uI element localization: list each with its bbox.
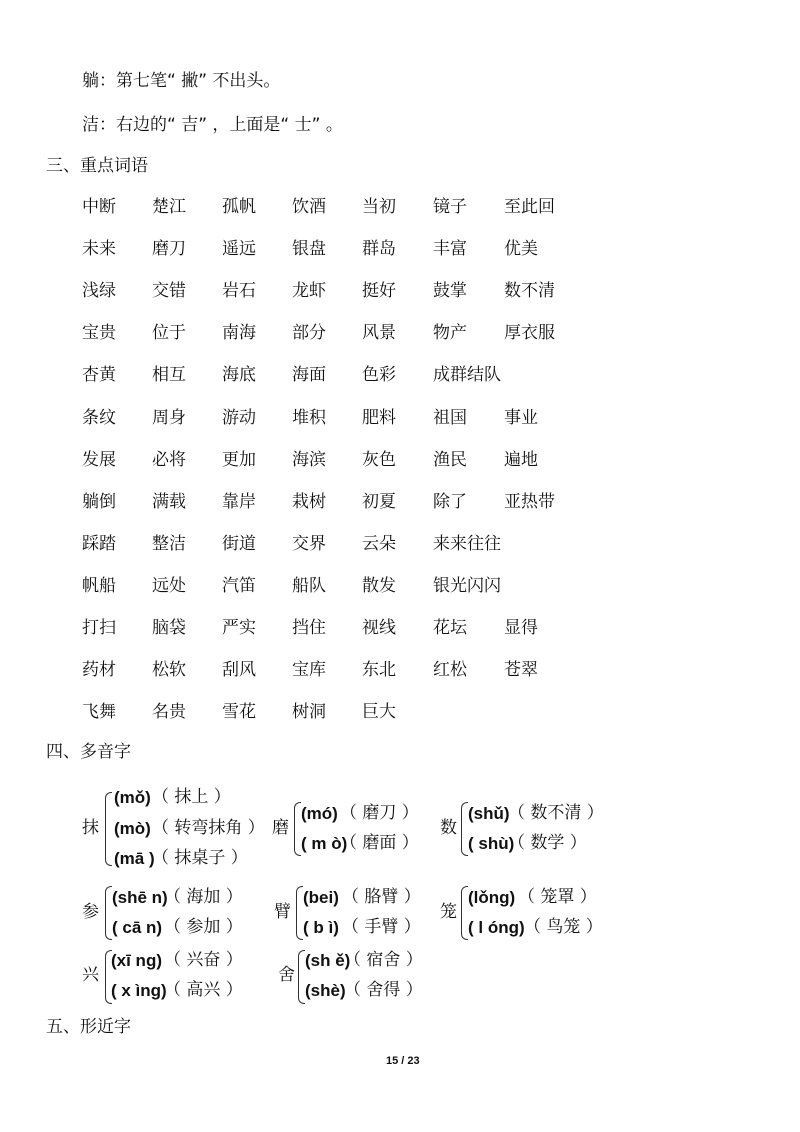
word-item: 雪花 <box>222 702 256 722</box>
word-item: 必将 <box>152 450 186 470</box>
word-item: 鼓掌 <box>433 281 467 301</box>
word-item: 杏黄 <box>82 365 116 385</box>
word-item: 药材 <box>82 660 116 680</box>
word-item: 巨大 <box>362 702 396 722</box>
word-item: 色彩 <box>362 365 396 385</box>
word-item: 靠岸 <box>222 492 256 512</box>
word-item: 成群结队 <box>433 365 501 385</box>
word-item: 群岛 <box>362 239 396 259</box>
word-item: 灰色 <box>362 450 396 470</box>
word-item: 苍翠 <box>504 660 538 680</box>
word-item: 挺好 <box>362 281 396 301</box>
word-item: 街道 <box>222 534 256 554</box>
word-item: 遍地 <box>504 450 538 470</box>
word-item: 风景 <box>362 323 396 343</box>
word-item: 刮风 <box>222 660 256 680</box>
word-item: 云朵 <box>362 534 396 554</box>
polyphone-char: 笼 <box>440 902 457 922</box>
polyphone-char: 参 <box>82 902 99 922</box>
word-item: 远处 <box>152 576 186 596</box>
word-item: 树洞 <box>292 702 326 722</box>
word-item: 船队 <box>292 576 326 596</box>
word-item: 海滨 <box>292 450 326 470</box>
word-item: 整洁 <box>152 534 186 554</box>
word-item: 帆船 <box>82 576 116 596</box>
pinyin: (sh ě) <box>305 951 351 970</box>
pinyin: (shē n) <box>112 888 168 907</box>
word-item: 显得 <box>504 618 538 638</box>
word-item: 事业 <box>504 408 538 428</box>
pinyin: (mǒ) <box>114 788 151 807</box>
word-item: 肥料 <box>362 408 396 428</box>
pinyin: (lǒng) <box>468 888 516 907</box>
word-item: 来来往往 <box>433 534 501 554</box>
pinyin: (xī ng) <box>111 951 162 970</box>
word-item: 磨刀 <box>152 239 186 259</box>
polyphone-char: 抹 <box>82 818 99 838</box>
word-item: 宝库 <box>292 660 326 680</box>
example-word: （ 笼罩 ） <box>518 887 597 907</box>
word-item: 松软 <box>152 660 186 680</box>
word-item: 浅绿 <box>82 281 116 301</box>
word-item: 飞舞 <box>82 702 116 722</box>
polyphone-char: 磨 <box>272 818 289 838</box>
pinyin: ( shù) <box>468 834 515 853</box>
word-item: 亚热带 <box>504 492 555 512</box>
example-word: （ 参加 ） <box>164 917 243 937</box>
word-item: 满载 <box>152 492 186 512</box>
page-number: 15 / 23 <box>386 1055 420 1067</box>
pinyin: (bei) <box>303 888 339 907</box>
word-item: 发展 <box>82 450 116 470</box>
word-item: 除了 <box>433 492 467 512</box>
word-item: 踩踏 <box>82 534 116 554</box>
brace-icon <box>461 802 468 856</box>
note-line: 躺：第七笔“ 撇” 不出头。 <box>82 71 281 91</box>
word-item: 岩石 <box>222 281 256 301</box>
example-word: （ 磨刀 ） <box>340 803 419 823</box>
word-item: 龙虾 <box>292 281 326 301</box>
example-word: （ 高兴 ） <box>164 980 243 1000</box>
example-word: （ 胳臂 ） <box>342 887 421 907</box>
word-item: 堆积 <box>292 408 326 428</box>
word-item: 花坛 <box>433 618 467 638</box>
section-heading: 三、重点词语 <box>46 156 148 176</box>
example-word: （ 磨面 ） <box>340 833 419 853</box>
pinyin: (shè) <box>305 981 346 1000</box>
word-item: 银盘 <box>292 239 326 259</box>
word-item: 南海 <box>222 323 256 343</box>
example-word: （ 数不清 ） <box>508 803 604 823</box>
example-word: （ 手臂 ） <box>342 917 421 937</box>
section-heading: 四、多音字 <box>46 742 131 762</box>
brace-icon <box>294 802 301 856</box>
word-item: 栽树 <box>292 492 326 512</box>
word-item: 位于 <box>152 323 186 343</box>
pinyin: ( x ìng) <box>111 981 167 1000</box>
word-item: 海面 <box>292 365 326 385</box>
word-item: 当初 <box>362 197 396 217</box>
polyphone-char: 兴 <box>82 965 99 985</box>
note-line: 洁：右边的“ 吉” ，上面是“ 士” 。 <box>82 115 343 135</box>
word-item: 周身 <box>152 408 186 428</box>
word-item: 初夏 <box>362 492 396 512</box>
example-word: （ 海加 ） <box>164 887 243 907</box>
word-item: 未来 <box>82 239 116 259</box>
word-item: 交界 <box>292 534 326 554</box>
pinyin: ( m ò) <box>301 834 348 853</box>
word-item: 至此回 <box>504 197 555 217</box>
word-item: 躺倒 <box>82 492 116 512</box>
word-item: 渔民 <box>433 450 467 470</box>
word-item: 名贵 <box>152 702 186 722</box>
word-item: 汽笛 <box>222 576 256 596</box>
word-item: 物产 <box>433 323 467 343</box>
word-item: 丰富 <box>433 239 467 259</box>
word-item: 银光闪闪 <box>433 576 501 596</box>
polyphone-char: 数 <box>440 818 457 838</box>
word-item: 祖国 <box>433 408 467 428</box>
word-item: 宝贵 <box>82 323 116 343</box>
word-item: 脑袋 <box>152 618 186 638</box>
example-word: （ 宿舍 ） <box>344 950 423 970</box>
word-item: 遥远 <box>222 239 256 259</box>
example-word: （ 抹桌子 ） <box>152 848 248 868</box>
example-word: （ 抹上 ） <box>152 787 231 807</box>
word-item: 中断 <box>82 197 116 217</box>
pinyin: (mó) <box>301 804 338 823</box>
brace-icon <box>105 886 112 940</box>
brace-icon <box>105 792 112 866</box>
pinyin: ( cā n) <box>112 918 163 937</box>
word-item: 厚衣服 <box>504 323 555 343</box>
word-item: 视线 <box>362 618 396 638</box>
pinyin: (mò) <box>114 819 151 838</box>
pinyin: ( l óng) <box>468 918 525 937</box>
pinyin: ( b ì) <box>303 918 339 937</box>
example-word: （ 转弯抹角 ） <box>152 818 265 838</box>
word-item: 更加 <box>222 450 256 470</box>
word-item: 饮酒 <box>292 197 326 217</box>
example-word: （ 舍得 ） <box>344 980 423 1000</box>
word-item: 挡住 <box>292 618 326 638</box>
word-item: 镜子 <box>433 197 467 217</box>
brace-icon <box>296 886 303 940</box>
word-item: 红松 <box>433 660 467 680</box>
word-item: 打扫 <box>82 618 116 638</box>
word-item: 游动 <box>222 408 256 428</box>
word-item: 数不清 <box>504 281 555 301</box>
polyphone-char: 臂 <box>274 902 291 922</box>
example-word: （ 兴奋 ） <box>164 950 243 970</box>
word-item: 严实 <box>222 618 256 638</box>
word-item: 部分 <box>292 323 326 343</box>
word-item: 相互 <box>152 365 186 385</box>
word-item: 孤帆 <box>222 197 256 217</box>
word-item: 交错 <box>152 281 186 301</box>
example-word: （ 数学 ） <box>508 833 587 853</box>
pinyin: (shǔ) <box>468 804 510 823</box>
word-item: 楚江 <box>152 197 186 217</box>
word-item: 条纹 <box>82 408 116 428</box>
brace-icon <box>298 950 305 1004</box>
word-item: 散发 <box>362 576 396 596</box>
polyphone-char: 舍 <box>278 965 295 985</box>
brace-icon <box>461 886 468 940</box>
pinyin: (mā ) <box>114 849 155 868</box>
word-item: 东北 <box>362 660 396 680</box>
example-word: （ 鸟笼 ） <box>524 917 603 937</box>
word-item: 优美 <box>504 239 538 259</box>
word-item: 海底 <box>222 365 256 385</box>
section-heading: 五、形近字 <box>46 1017 131 1037</box>
